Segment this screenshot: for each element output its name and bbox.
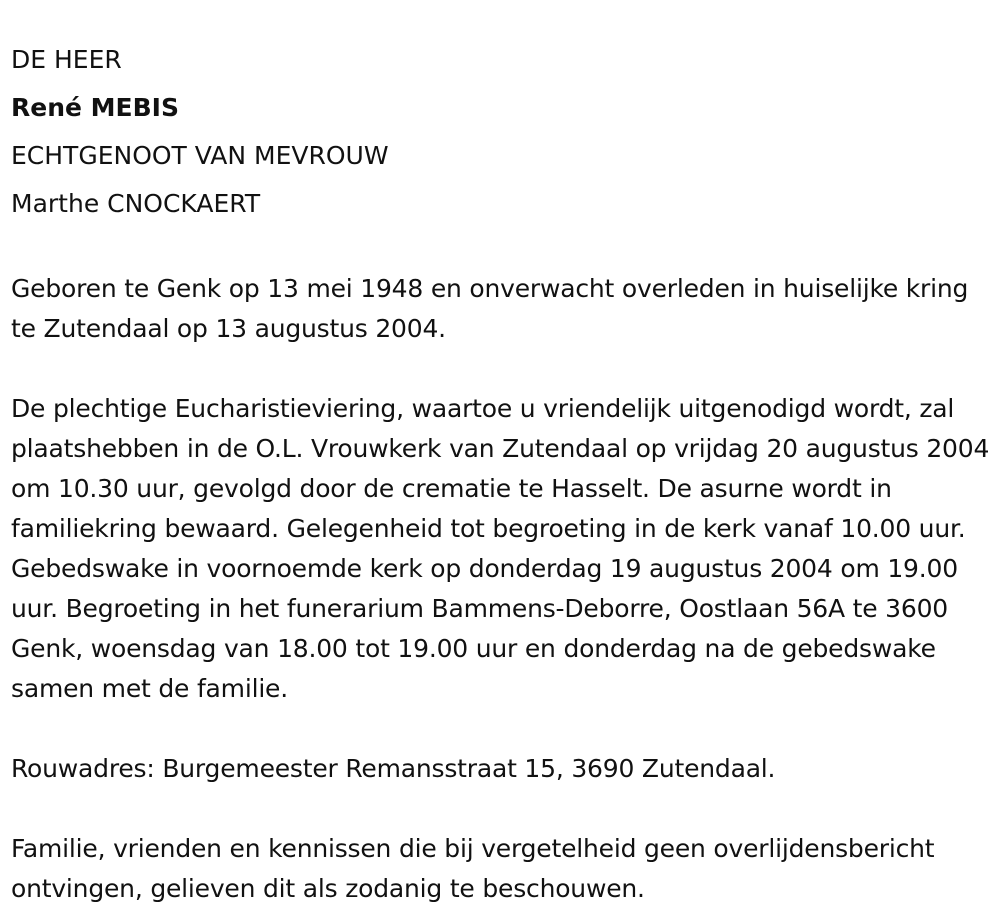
ceremony-paragraph: De plechtige Eucharistieviering, waartoe u vriendelijk uitgenodigd wordt, zal plaatshebben in de O.L. Vrouwkerk van Zutendaal op vrijdag 20 augustus 2004 om 10.30 uur, gevolgd door de crematie te Hasselt. De asurne wordt in familiekring bewaard. Gelegenheid tot begroeting in de kerk vanaf 10.00 uur. Gebedswake in voornoemde kerk op donderdag 19 augustus 2004 om 19.00 uur. Begroeting in het funerarium Bammens-Deborre, Oostlaan 56A te 3600 Genk, woensdag van 18.00 tot 19.00 uur en donderdag na de gebedswake samen met de familie. xyxy=(11,394,990,703)
spouse-name: Marthe CNOCKAERT xyxy=(11,189,261,218)
salutation: DE HEER xyxy=(11,45,122,74)
relation-line: ECHTGENOOT VAN MEVROUW xyxy=(11,141,389,170)
death-notice xyxy=(11,36,996,909)
birth-death-paragraph: Geboren te Genk op 13 mei 1948 en onverwacht overleden in huiselijke kring te Zutendaal op 13 augustus 2004. xyxy=(11,274,969,343)
closing-paragraph: Familie, vrienden en kennissen die bij vergetelheid geen overlijdensbericht ontvingen, gelieven dit als zodanig te beschouwen. xyxy=(11,834,935,903)
mourning-address: Rouwadres: Burgemeester Remansstraat 15, 3690 Zutendaal. xyxy=(11,754,776,783)
deceased-name: René MEBIS xyxy=(11,93,179,122)
